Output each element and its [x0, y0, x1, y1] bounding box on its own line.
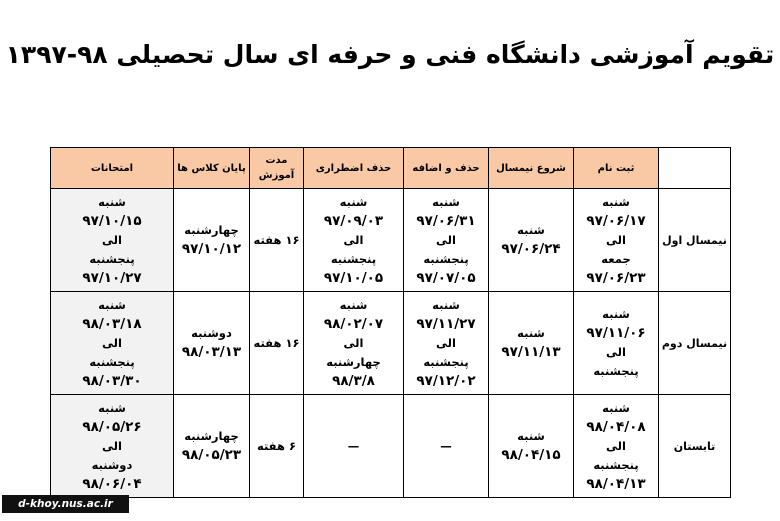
duration-cell: ۱۶ هفته: [250, 292, 304, 395]
classes-end-cell: [174, 189, 250, 292]
header-duration-line1: مدت: [265, 155, 288, 166]
cell-line: پنجشنبه: [423, 251, 469, 266]
cell-line: ۹۸/۰۴/۱۵: [501, 447, 561, 463]
cell-line: ۹۷/۰۶/۲۳: [586, 269, 646, 286]
add-drop-cell: [404, 189, 489, 292]
semester-start-cell: [489, 395, 574, 498]
table-row: [51, 292, 731, 395]
cell-line: ۹۸/۰۴/۰۸: [586, 418, 646, 435]
exams-cell: [51, 292, 174, 395]
registration-cell: [574, 189, 659, 292]
registration-cell: [574, 292, 659, 395]
cell-line: پنجشنبه: [423, 354, 469, 369]
duration-cell: ۱۶ هفته: [250, 189, 304, 292]
cell-line: شنبه: [517, 429, 545, 443]
cell-line: الی: [102, 335, 122, 350]
cell-line: ۹۸/۰۳/۱۳: [181, 344, 242, 360]
cell-line: ۹۸/۰۲/۰۷: [323, 315, 384, 332]
cell-line: الی: [343, 232, 364, 247]
registration-cell: [574, 395, 659, 498]
cell-line: پنجشنبه: [330, 251, 377, 266]
cell-line: الی: [606, 232, 626, 247]
add-drop-cell: [404, 395, 489, 498]
cell-line: ۹۸/۰۶/۰۴: [82, 475, 142, 492]
header-registration: ثبت نام: [574, 148, 659, 189]
cell-line: چهارشنبه: [184, 429, 239, 443]
cell-line: پنجشنبه: [89, 251, 135, 266]
cell-line: ۹۷/۰۶/۳۱: [416, 212, 476, 229]
academic-calendar-table: [50, 147, 731, 498]
cell-line: —: [347, 438, 360, 453]
cell-line: ۹۸/۰۵/۲۳: [181, 447, 242, 463]
emergency-drop-cell: [304, 395, 404, 498]
row-label: نیمسال دوم: [659, 292, 731, 395]
header-duration-line2: آموزش: [258, 170, 295, 181]
row-label: نیمسال اول: [659, 189, 731, 292]
emergency-drop-cell: [304, 292, 404, 395]
cell-line: شنبه: [339, 194, 368, 209]
header-add-drop: حذف و اضافه: [404, 148, 489, 189]
header-corner: [659, 148, 731, 189]
cell-line: دوشنبه: [191, 326, 232, 340]
exams-cell: [51, 395, 174, 498]
cell-line: الی: [436, 232, 456, 247]
cell-line: ۹۷/۰۶/۱۷: [586, 212, 646, 229]
cell-line: ۹۷/۱۱/۱۳: [501, 344, 561, 360]
cell-line: پنجشنبه: [593, 364, 639, 378]
cell-line: ۹۷/۱۰/۱۵: [82, 212, 142, 229]
duration-cell: ۶ هفته: [250, 395, 304, 498]
cell-line: ۹۷/۰۶/۲۴: [501, 241, 561, 257]
cell-line: الی: [606, 438, 626, 453]
cell-line: الی: [343, 335, 364, 350]
row-label: تابستان: [659, 395, 731, 498]
cell-line: ۹۸/۰۵/۲۶: [82, 418, 142, 435]
page-title: تقویم آموزشی دانشگاه فنی و حرفه ای سال تحصیلی ۹۸-۱۳۹۷: [5, 40, 775, 69]
cell-line: پنجشنبه: [89, 354, 135, 369]
cell-line: شنبه: [602, 400, 630, 415]
cell-line: شنبه: [517, 326, 545, 340]
semester-start-cell: [489, 189, 574, 292]
cell-line: دوشنبه: [91, 457, 133, 472]
cell-line: جمعه: [601, 251, 631, 266]
cell-line: ۹۸/۰۳/۳۰: [82, 372, 142, 389]
cell-line: ۹۷/۱۰/۲۷: [82, 269, 142, 286]
cell-line: شنبه: [98, 400, 126, 415]
cell-line: ۹۷/۱۱/۲۷: [416, 315, 476, 332]
cell-line: شنبه: [339, 297, 368, 312]
add-drop-cell: [404, 292, 489, 395]
cell-line: ۹۷/۱۰/۱۲: [181, 241, 242, 257]
cell-line: الی: [102, 232, 122, 247]
cell-line: چهارشنبه: [326, 354, 381, 369]
cell-line: الی: [436, 335, 456, 350]
table-row: [51, 395, 731, 498]
cell-line: شنبه: [432, 297, 460, 312]
table-row: [51, 189, 731, 292]
cell-line: چهارشنبه: [184, 223, 239, 237]
site-watermark: d-khoy.nus.ac.ir: [2, 495, 129, 513]
cell-line: ۹۷/۱۱/۰۶: [586, 325, 646, 341]
cell-line: شنبه: [602, 307, 630, 321]
cell-line: —: [440, 438, 452, 453]
cell-line: ۹۸/۰۴/۱۳: [586, 475, 646, 492]
header-exams: امتحانات: [51, 148, 174, 189]
cell-line: ۹۷/۰۹/۰۳: [323, 212, 384, 229]
semester-start-cell: [489, 292, 574, 395]
cell-line: الی: [102, 438, 122, 453]
cell-line: ۹۸/۳/۸: [332, 372, 375, 389]
header-emergency-drop: حذف اضطراری: [304, 148, 404, 189]
classes-end-cell: [174, 395, 250, 498]
cell-line: شنبه: [98, 194, 126, 209]
cell-line: پنجشنبه: [593, 457, 639, 472]
cell-line: ۹۷/۱۲/۰۲: [416, 372, 476, 389]
cell-line: شنبه: [517, 223, 545, 237]
cell-line: ۹۸/۰۳/۱۸: [82, 315, 142, 332]
header-semester-start: شروع نیمسال: [489, 148, 574, 189]
emergency-drop-cell: [304, 189, 404, 292]
header-classes-end: پایان کلاس ها: [174, 148, 250, 189]
cell-line: الی: [606, 345, 626, 359]
cell-line: شنبه: [602, 194, 630, 209]
cell-line: ۹۷/۱۰/۰۵: [323, 269, 384, 286]
cell-line: ۹۷/۰۷/۰۵: [416, 269, 476, 286]
header-duration: [250, 148, 304, 189]
exams-cell: [51, 189, 174, 292]
classes-end-cell: [174, 292, 250, 395]
cell-line: شنبه: [98, 297, 126, 312]
header-row: [51, 148, 731, 189]
cell-line: شنبه: [432, 194, 460, 209]
